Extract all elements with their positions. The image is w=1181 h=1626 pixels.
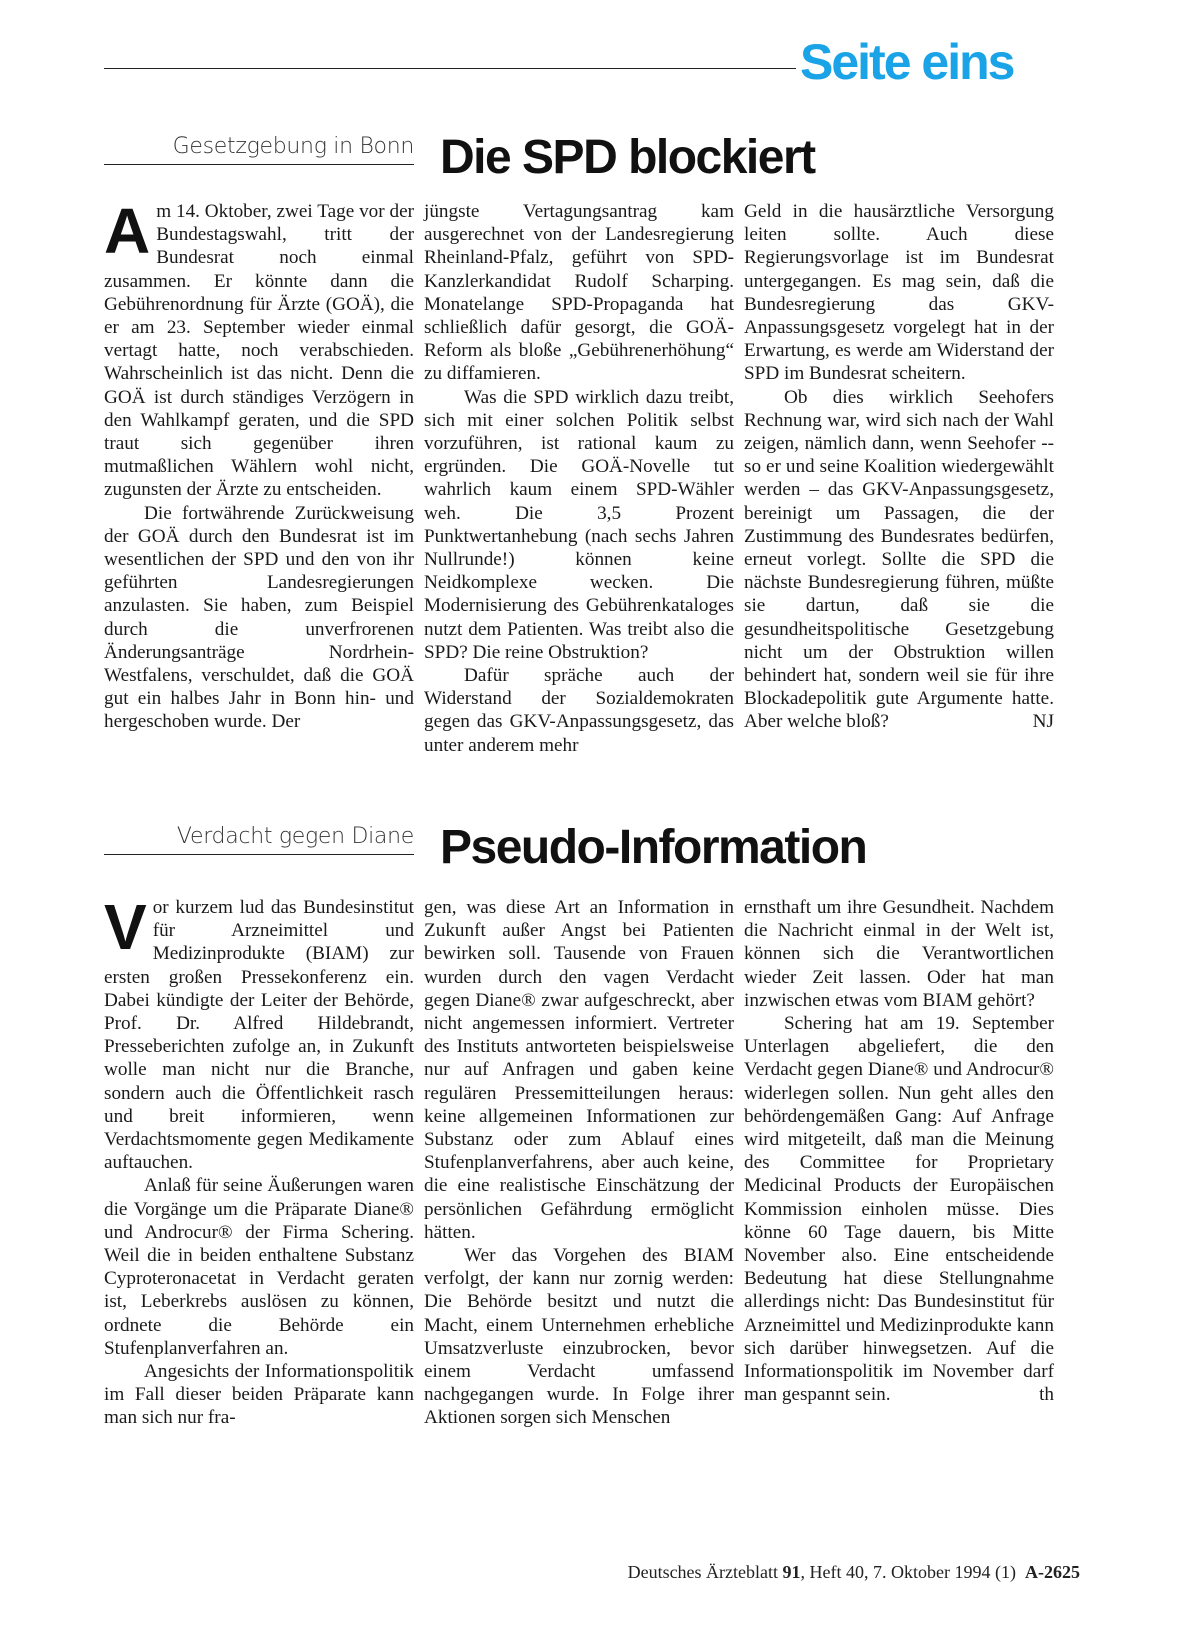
- paragraph: m 14. Oktober, zwei Tage vor der Bundestagswahl, tritt der Bundesrat noch einmal zusammen. Er könnte dann die Gebührenordnung für Ärzte (GOÄ), die er am 23. September wieder einmal vertagt hatte, noch verabschieden. Wahrscheinlich ist das nicht. Denn die GOÄ ist durch ständiges Verzögern in den Wahlkampf geraten, und die SPD traut sich gegenüber ihren mutmaßlichen Wählern wohl nicht, zugunsten der Ärzte zu entscheiden.: [104, 201, 414, 501]
- article-1-column-3: [744, 200, 1054, 734]
- journal-volume: 91: [782, 1562, 801, 1582]
- paragraph: or kurzem lud das Bundesinstitut für Arzneimittel und Medizinprodukte (BIAM) zur ersten großen Pressekonferenz ein. Dabei kündigte der Leiter der Behörde, Prof. Dr. Alfred Hildebrandt, Presseberichten zufolge an, in Zukunft wolle man nicht nur die Branche, sondern auch die Öffentlichkeit rasch und breit informieren, wenn Verdachtsmomente gegen Medikamente auftauchen.: [104, 897, 414, 1174]
- paragraph: Die fortwährende Zurückweisung der GOÄ durch den Bundesrat ist im wesentlichen der SPD und den von ihr geführten Landesregierungen anzulasten. Sie haben, zum Beispiel durch die unverfrorenen Änderungsanträge Nordrhein-Westfalens, verschuldet, daß die GOÄ gut ein halbes Jahr in Bonn hin- und hergeschoben wurde. Der: [104, 502, 414, 733]
- paragraph: Was die SPD wirklich dazu treibt, sich mit einer solchen Politik selbst vorzuführen, ist rational kaum zu ergründen. Die GOÄ-Novelle tut wahrlich kaum einem SPD-Wähler weh. Die 3,5 Prozent Punktwertanhebung (nach sechs Jahren Nullrunde!) können keine Neidkomplexe wecken. Die Modernisierung des Gebührenkataloges nutzt dem Patienten. Was treibt also die SPD? Die reine Obstruktion?: [424, 386, 734, 663]
- page-footer: [520, 1560, 1080, 1584]
- article-2-column-3: [744, 896, 1054, 1406]
- article-2-kicker: Verdacht gegen Diane: [104, 822, 414, 855]
- article-1-column-2: [424, 200, 734, 757]
- issue-date: , Heft 40, 7. Oktober 1994 (1): [800, 1562, 1016, 1582]
- paragraph: gen, was diese Art an Information in Zukunft außer Angst bei Patienten bewirken soll. Tausende von Frauen wurden durch den vagen Verdacht gegen Diane® zwar aufgeschreckt, aber nicht angemessen informiert. Vertreter des Instituts antworteten beispielsweise nur auf Anfragen und gaben keine regulären Pressemitteilungen heraus: keine allgemeinen Informationen zur Substanz oder zum Ablauf eines Stufenplanverfahrens, aber auch keine, die eine realistische Einschätzung der persönlichen Gefährdung ermöglicht hätten.: [424, 897, 734, 1243]
- article-1-headline: Die SPD blockiert: [440, 131, 815, 184]
- paragraph: ernsthaft um ihre Gesundheit. Nachdem die Nachricht einmal in der Welt ist, können sich die Verantwortlichen wieder Zeit lassen. Oder hat man inzwischen etwas vom BIAM gehört?: [744, 897, 1054, 1011]
- article-2-column-2: [424, 896, 734, 1430]
- paragraph: Schering hat am 19. September Unterlagen abgeliefert, die den Verdacht gegen Diane® und Androcur® widerlegen sollen. Nun geht alles den behördengemäßen Gang: Auf Anfrage wird mitgeteilt, daß man die Meinung des Committee for Proprietary Medicinal Products der Europäischen Kommission einholen müsse. Dies könne 60 Tage dauern, bis Mitte November also. Eine entscheidende Bedeutung hat diese Stellungnahme allerdings nicht: Das Bundesinstitut für Arzneimittel und Medizinprodukte kann sich darüber hinwegsetzen. Auf die Informationspolitik im November darf man gespannt sein.: [744, 1013, 1054, 1406]
- article-2-column-1: [104, 891, 414, 1430]
- article-1-kicker: Gesetzgebung in Bonn: [104, 132, 414, 165]
- paragraph: Anlaß für seine Äußerungen waren die Vorgänge um die Präparate Diane® und Androcur® der Firma Schering. Weil die in beiden enthaltene Substanz Cyproteronacetat in Verdacht geraten ist, Leberkrebs auslösen zu können, ordnete die Behörde ein Stufenplanverfahren an.: [104, 1175, 414, 1359]
- paragraph: Angesichts der Informationspolitik im Fall dieser beiden Präparate kann man sich nur fra-: [104, 1361, 414, 1429]
- paragraph: Geld in die hausärztliche Versorgung leiten sollte. Auch diese Regierungsvorlage ist im Bundesrat untergegangen. Es mag sein, daß die Bundesregierung das GKV-Anpassungsgesetz vorgelegt hat in der Erwartung, es werde am Widerstand der SPD im Bundesrat scheitern.: [744, 201, 1054, 385]
- author-signature: th: [1039, 1384, 1054, 1406]
- paragraph: Dafür spräche auch der Widerstand der Sozialdemokraten gegen das GKV-Anpassungsgesetz, das unter anderem mehr: [424, 665, 734, 756]
- page-number: A-2625: [1025, 1562, 1080, 1582]
- author-signature: NJ: [1032, 711, 1054, 733]
- section-title: Seite eins: [800, 34, 1014, 90]
- article-1-column-1: [104, 195, 414, 734]
- dropcap: A: [104, 195, 151, 267]
- article-2-headline: Pseudo-Information: [440, 821, 867, 874]
- header-rule: [104, 68, 796, 69]
- journal-name: Deutsches Ärzteblatt: [627, 1562, 779, 1582]
- paragraph: Wer das Vorgehen des BIAM verfolgt, der kann nur zornig werden: Die Behörde besitzt und nutzt die Macht, einem Unternehmen erhebliche Umsatzverluste einzubrocken, bevor einem Verdacht umfassend nachgegangen wurde. In Folge ihrer Aktionen sorgen sich Menschen: [424, 1245, 734, 1429]
- paragraph: jüngste Vertagungsantrag kam ausgerechnet von der Landesregierung Rheinland-Pfalz, geführt von SPD-Kanzlerkandidat Rudolf Scharping. Monatelange SPD-Propaganda hat schließlich dafür gesorgt, die GOÄ-Reform als bloße „Gebührenerhöhung“ zu diffamieren.: [424, 201, 734, 385]
- paragraph: Ob dies wirklich Seehofers Rechnung war, wird sich nach der Wahl zeigen, nämlich dann, wenn Seehofer -- so er und seine Koalition wiedergewählt werden – das GKV-Anpassungsgesetz, bereinigt um Passagen, die der Zustimmung des Bundesrates bedürfen, erneut vorlegt. Sollte die SPD die nächste Bundesregierung führen, müßte sie dartun, daß sie die gesundheitspolitische Gesetzgebung nicht um der Obstruktion willen behindert hat, sondern weil sie für ihre Blockadepolitik gute Argumente hatte. Aber welche bloß?: [744, 386, 1054, 733]
- dropcap: V: [104, 891, 147, 963]
